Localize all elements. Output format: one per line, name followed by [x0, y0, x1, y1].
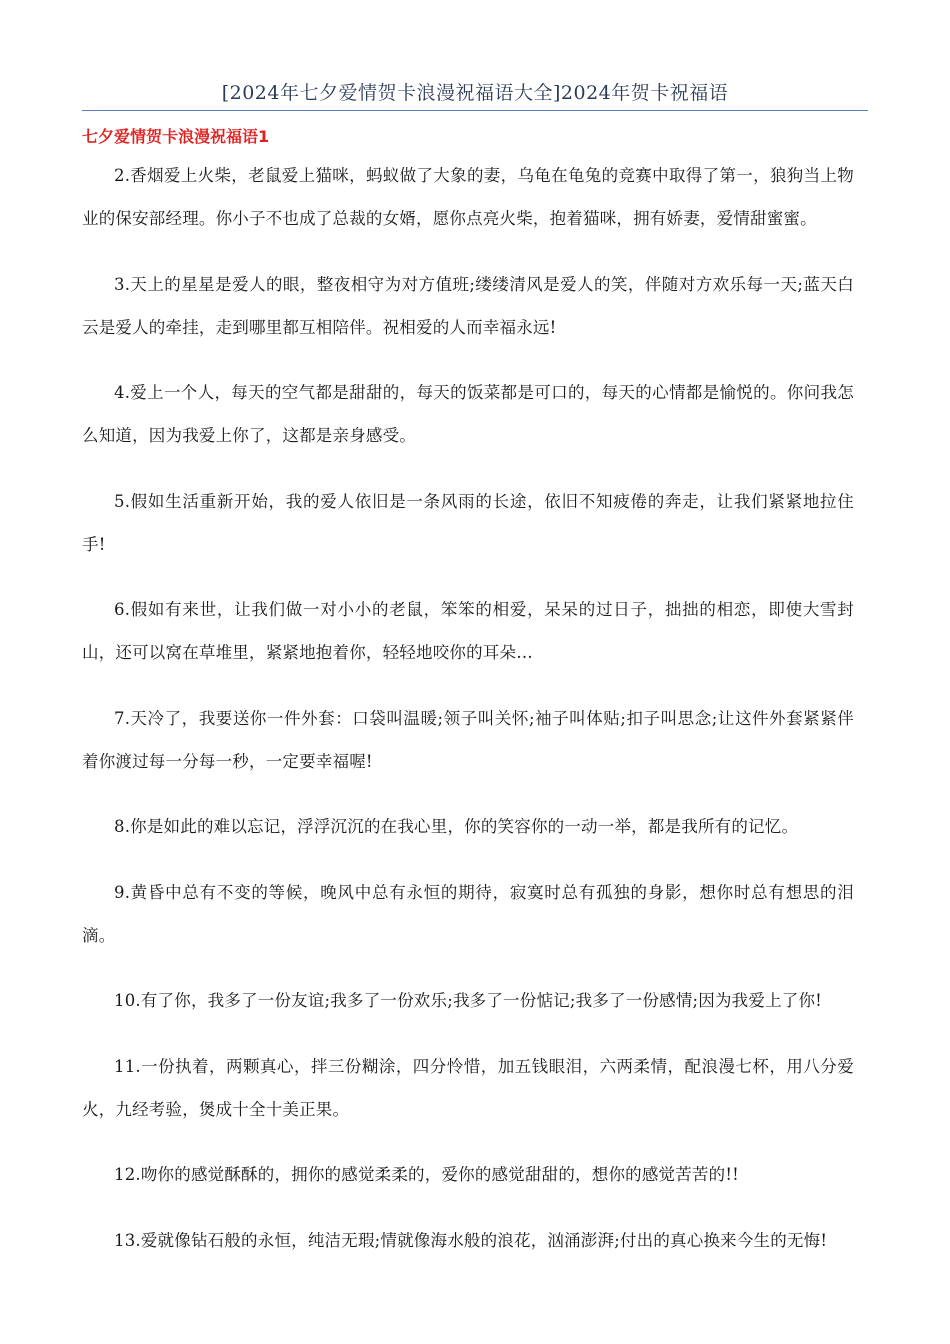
paragraph-9: 9.黄昏中总有不变的等候，晚风中总有永恒的期待，寂寞时总有孤独的身影，想你时总有想思的泪滴。 — [82, 882, 854, 945]
paragraph-7: 7.天冷了，我要送你一件外套：口袋叫温暖;领子叫关怀;袖子叫体贴;扣子叫思念;让这件外套紧紧伴着你渡过每一分每一秒，一定要幸福喔! — [82, 708, 854, 771]
paragraph-4: 4.爱上一个人，每天的空气都是甜甜的，每天的饭菜都是可口的，每天的心情都是愉悦的。你问我怎么知道，因为我爱上你了，这都是亲身感受。 — [82, 383, 854, 445]
document-header-title: [2024年七夕爱情贺卡浪漫祝福语大全]2024年贺卡祝福语 — [221, 82, 729, 104]
header-divider — [82, 110, 868, 111]
paragraph-11: 11.一份执着，两颗真心，拌三份糊涂，四分怜惜，加五钱眼泪，六两柔情，配浪漫七杯，用八分爱火，九经考验，煲成十全十美正果。 — [82, 1056, 854, 1119]
paragraph-2: 2.香烟爱上火柴，老鼠爱上猫咪，蚂蚁做了大象的妻，乌龟在龟兔的竞赛中取得了第一，狼狗当上物业的保安部经理。你小子不也成了总裁的女婿，愿你点亮火柴，抱着猫咪，拥有娇妻，爱情甜蜜蜜。 — [82, 166, 854, 228]
paragraph-3: 3.天上的星星是爱人的眼，整夜相守为对方值班;缕缕清风是爱人的笑，伴随对方欢乐每一天;蓝天白云是爱人的牵挂，走到哪里都互相陪伴。祝相爱的人而幸福永远! — [82, 274, 854, 337]
paragraph-10: 10.有了你，我多了一份友谊;我多了一份欢乐;我多了一份惦记;我多了一份感情;因为我爱上了你! — [114, 991, 823, 1010]
document-body — [82, 154, 854, 1284]
section-title: 七夕爱情贺卡浪漫祝福语1 — [82, 127, 270, 146]
paragraph-13: 13.爱就像钻石般的永恒，纯洁无瑕;情就像海水般的浪花，汹涌澎湃;付出的真心换来今生的无悔! — [114, 1230, 828, 1250]
paragraph-12: 12.吻你的感觉酥酥的，拥你的感觉柔柔的，爱你的感觉甜甜的，想你的感觉苦苦的!! — [114, 1165, 740, 1184]
paragraph-6: 6.假如有来世，让我们做一对小小的老鼠，笨笨的相爱，呆呆的过日子，拙拙的相恋，即使大雪封山，还可以窝在草堆里，紧紧地抱着你，轻轻地咬你的耳朵… — [82, 600, 854, 662]
paragraph-8: 8.你是如此的难以忘记，浮浮沉沉的在我心里，你的笑容你的一动一举，都是我所有的记忆。 — [114, 817, 799, 836]
paragraph-5: 5.假如生活重新开始，我的爱人依旧是一条风雨的长途，依旧不知疲倦的奔走，让我们紧紧地拉住手! — [82, 491, 854, 554]
